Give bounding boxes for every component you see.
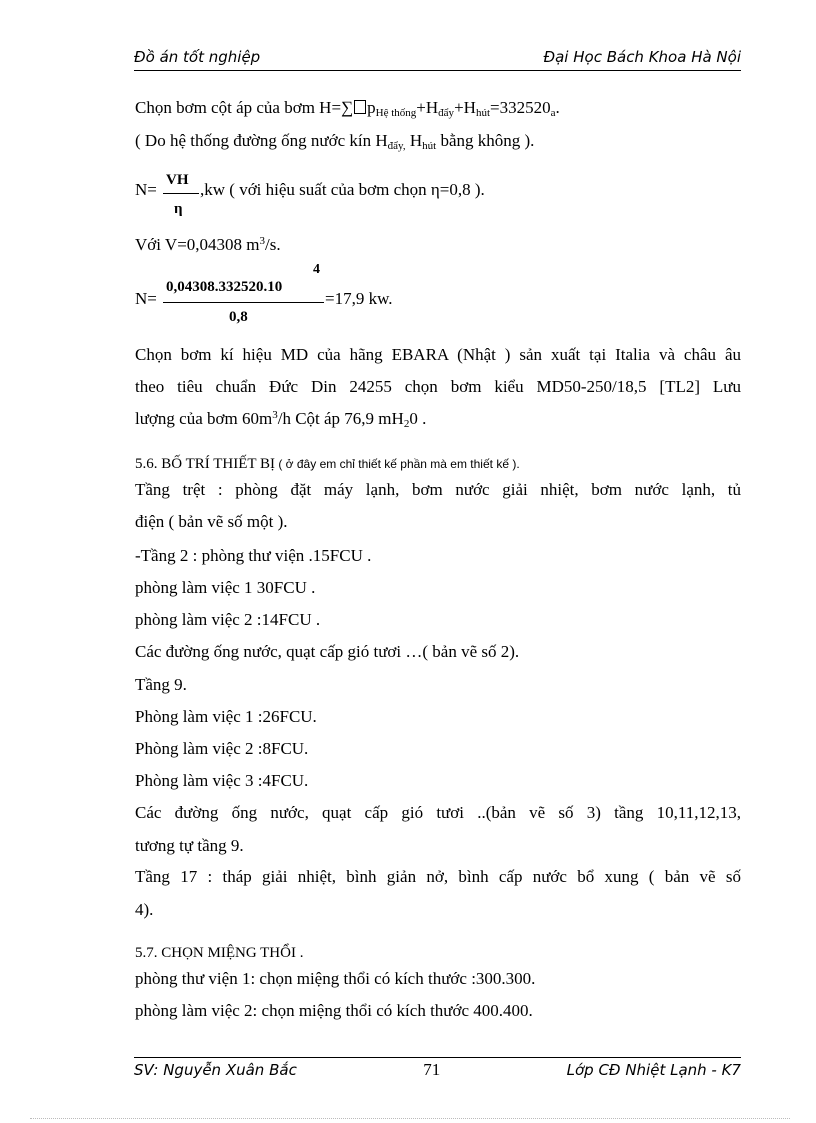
text: lượng của bơm 60m xyxy=(135,409,273,428)
missing-glyph-box xyxy=(354,100,366,114)
office-1-line: phòng làm việc 1 30FCU . xyxy=(135,578,316,597)
floor-17-line-1: Tầng 17 : tháp giải nhiệt, bình giản nở, bình cấp nước bổ xung ( bản vẽ số xyxy=(135,867,741,886)
floor-9-office-1: Phòng làm việc 1 :26FCU. xyxy=(135,707,317,726)
section-title: 5.6. BỐ TRÍ THIẾT BỊ xyxy=(135,456,276,472)
text: =332520 xyxy=(490,98,551,117)
text: . xyxy=(555,98,560,117)
subscript: Hệ thống xyxy=(375,107,417,119)
floor-9-line: Tầng 9. xyxy=(135,675,187,694)
pump-selection-line-1: Chọn bơm kí hiệu MD của hãng EBARA (Nhật ) sản xuất tại Italia và châu âu xyxy=(135,345,741,364)
formula-prefix: N= xyxy=(135,289,157,308)
pipes-line-2: Các đường ống nước, quạt cấp gió tươi …( bản vẽ số 2). xyxy=(135,642,520,661)
ground-floor-line-2: điện ( bản vẽ số một ). xyxy=(135,512,288,531)
pump-selection-line-2: theo tiêu chuẩn Đức Din 24255 chọn bơm kiểu MD50-250/18,5 [TL2] Lưu xyxy=(135,377,741,396)
text: Chọn bơm cột áp của bơm H=∑ xyxy=(135,98,354,117)
formula-numerator: 0,04308.332520.10 xyxy=(166,279,283,295)
formula-suffix: ,kw ( với hiệu suất của bơm chọn η=0,8 ). xyxy=(200,180,485,199)
pump-head-line xyxy=(135,98,560,119)
subscript: hút xyxy=(475,107,490,119)
header-left: Đồ án tốt nghiệp xyxy=(134,48,261,66)
text: Với V=0,04308 m xyxy=(135,235,260,254)
text: ( Do hệ thống đường ống nước kín H xyxy=(135,131,388,150)
text: bằng không ). xyxy=(436,131,535,150)
page-header xyxy=(134,48,741,71)
ground-floor-line-1: Tầng trệt : phòng đặt máy lạnh, bơm nước giải nhiệt, bơm nước lạnh, tủ xyxy=(135,480,741,499)
page-footer xyxy=(134,1057,741,1080)
fraction-bar xyxy=(163,193,199,194)
subscript: đẩy, xyxy=(387,140,406,152)
superscript: 3 xyxy=(272,409,278,421)
floor-17-line-2: 4). xyxy=(135,900,154,919)
formula-numerator: VH xyxy=(166,172,189,188)
subscript: đẩy xyxy=(438,107,455,119)
text: /h Cột áp 76,9 mH xyxy=(277,409,404,428)
text: 0 . xyxy=(409,409,427,428)
floor-9-office-2: Phòng làm việc 2 :8FCU. xyxy=(135,739,309,758)
section-note: ( ở đây em chỉ thiết kế phần mà em thiết kế ). xyxy=(275,457,520,471)
subscript: hút xyxy=(422,140,437,152)
floor-9-office-3: Phòng làm việc 3 :4FCU. xyxy=(135,771,309,790)
office-2-line: phòng làm việc 2 :14FCU . xyxy=(135,610,321,629)
fraction-bar xyxy=(163,302,324,303)
grille-line-2: phòng làm việc 2: chọn miệng thổi có kích thước 400.400. xyxy=(135,1001,533,1020)
grille-line-1: phòng thư viện 1: chọn miệng thổi có kích thước :300.300. xyxy=(135,969,536,988)
pump-selection-line-3 xyxy=(135,409,426,430)
subscript: 2 xyxy=(403,418,410,430)
formula-suffix: =17,9 kw. xyxy=(325,289,393,308)
superscript: 3 xyxy=(259,235,266,247)
footer-student: SV: Nguyễn Xuân Bắc xyxy=(134,1061,297,1079)
text: +H xyxy=(454,98,476,117)
header-right: Đại Học Bách Khoa Hà Nội xyxy=(543,48,741,66)
subscript: a xyxy=(550,107,556,119)
text: +H xyxy=(416,98,439,117)
footer-class: Lớp CĐ Nhiệt Lạnh - K7 xyxy=(566,1061,741,1079)
floor-2-line: -Tầng 2 : phòng thư viện .15FCU . xyxy=(135,546,372,565)
section-5-6-heading xyxy=(135,456,520,473)
similar-floor-9-line: tương tự tầng 9. xyxy=(135,836,244,855)
pipes-line-3: Các đường ống nước, quạt cấp gió tươi ..(bản vẽ số 3) tầng 10,11,12,13, xyxy=(135,803,741,822)
closed-loop-note xyxy=(135,131,534,152)
text: /s. xyxy=(265,235,281,254)
text: H xyxy=(405,131,423,150)
flow-rate-line xyxy=(135,235,281,255)
formula-prefix: N= xyxy=(135,180,157,199)
formula-exponent: 4 xyxy=(313,262,320,277)
formula-denominator: 0,8 xyxy=(229,309,248,325)
bottom-dotted-rule xyxy=(30,1118,790,1119)
text: p xyxy=(367,98,376,117)
page-number: 71 xyxy=(423,1060,441,1079)
section-5-7-heading: 5.7. CHỌN MIỆNG THỔI . xyxy=(135,945,304,961)
formula-denominator: η xyxy=(174,201,183,217)
